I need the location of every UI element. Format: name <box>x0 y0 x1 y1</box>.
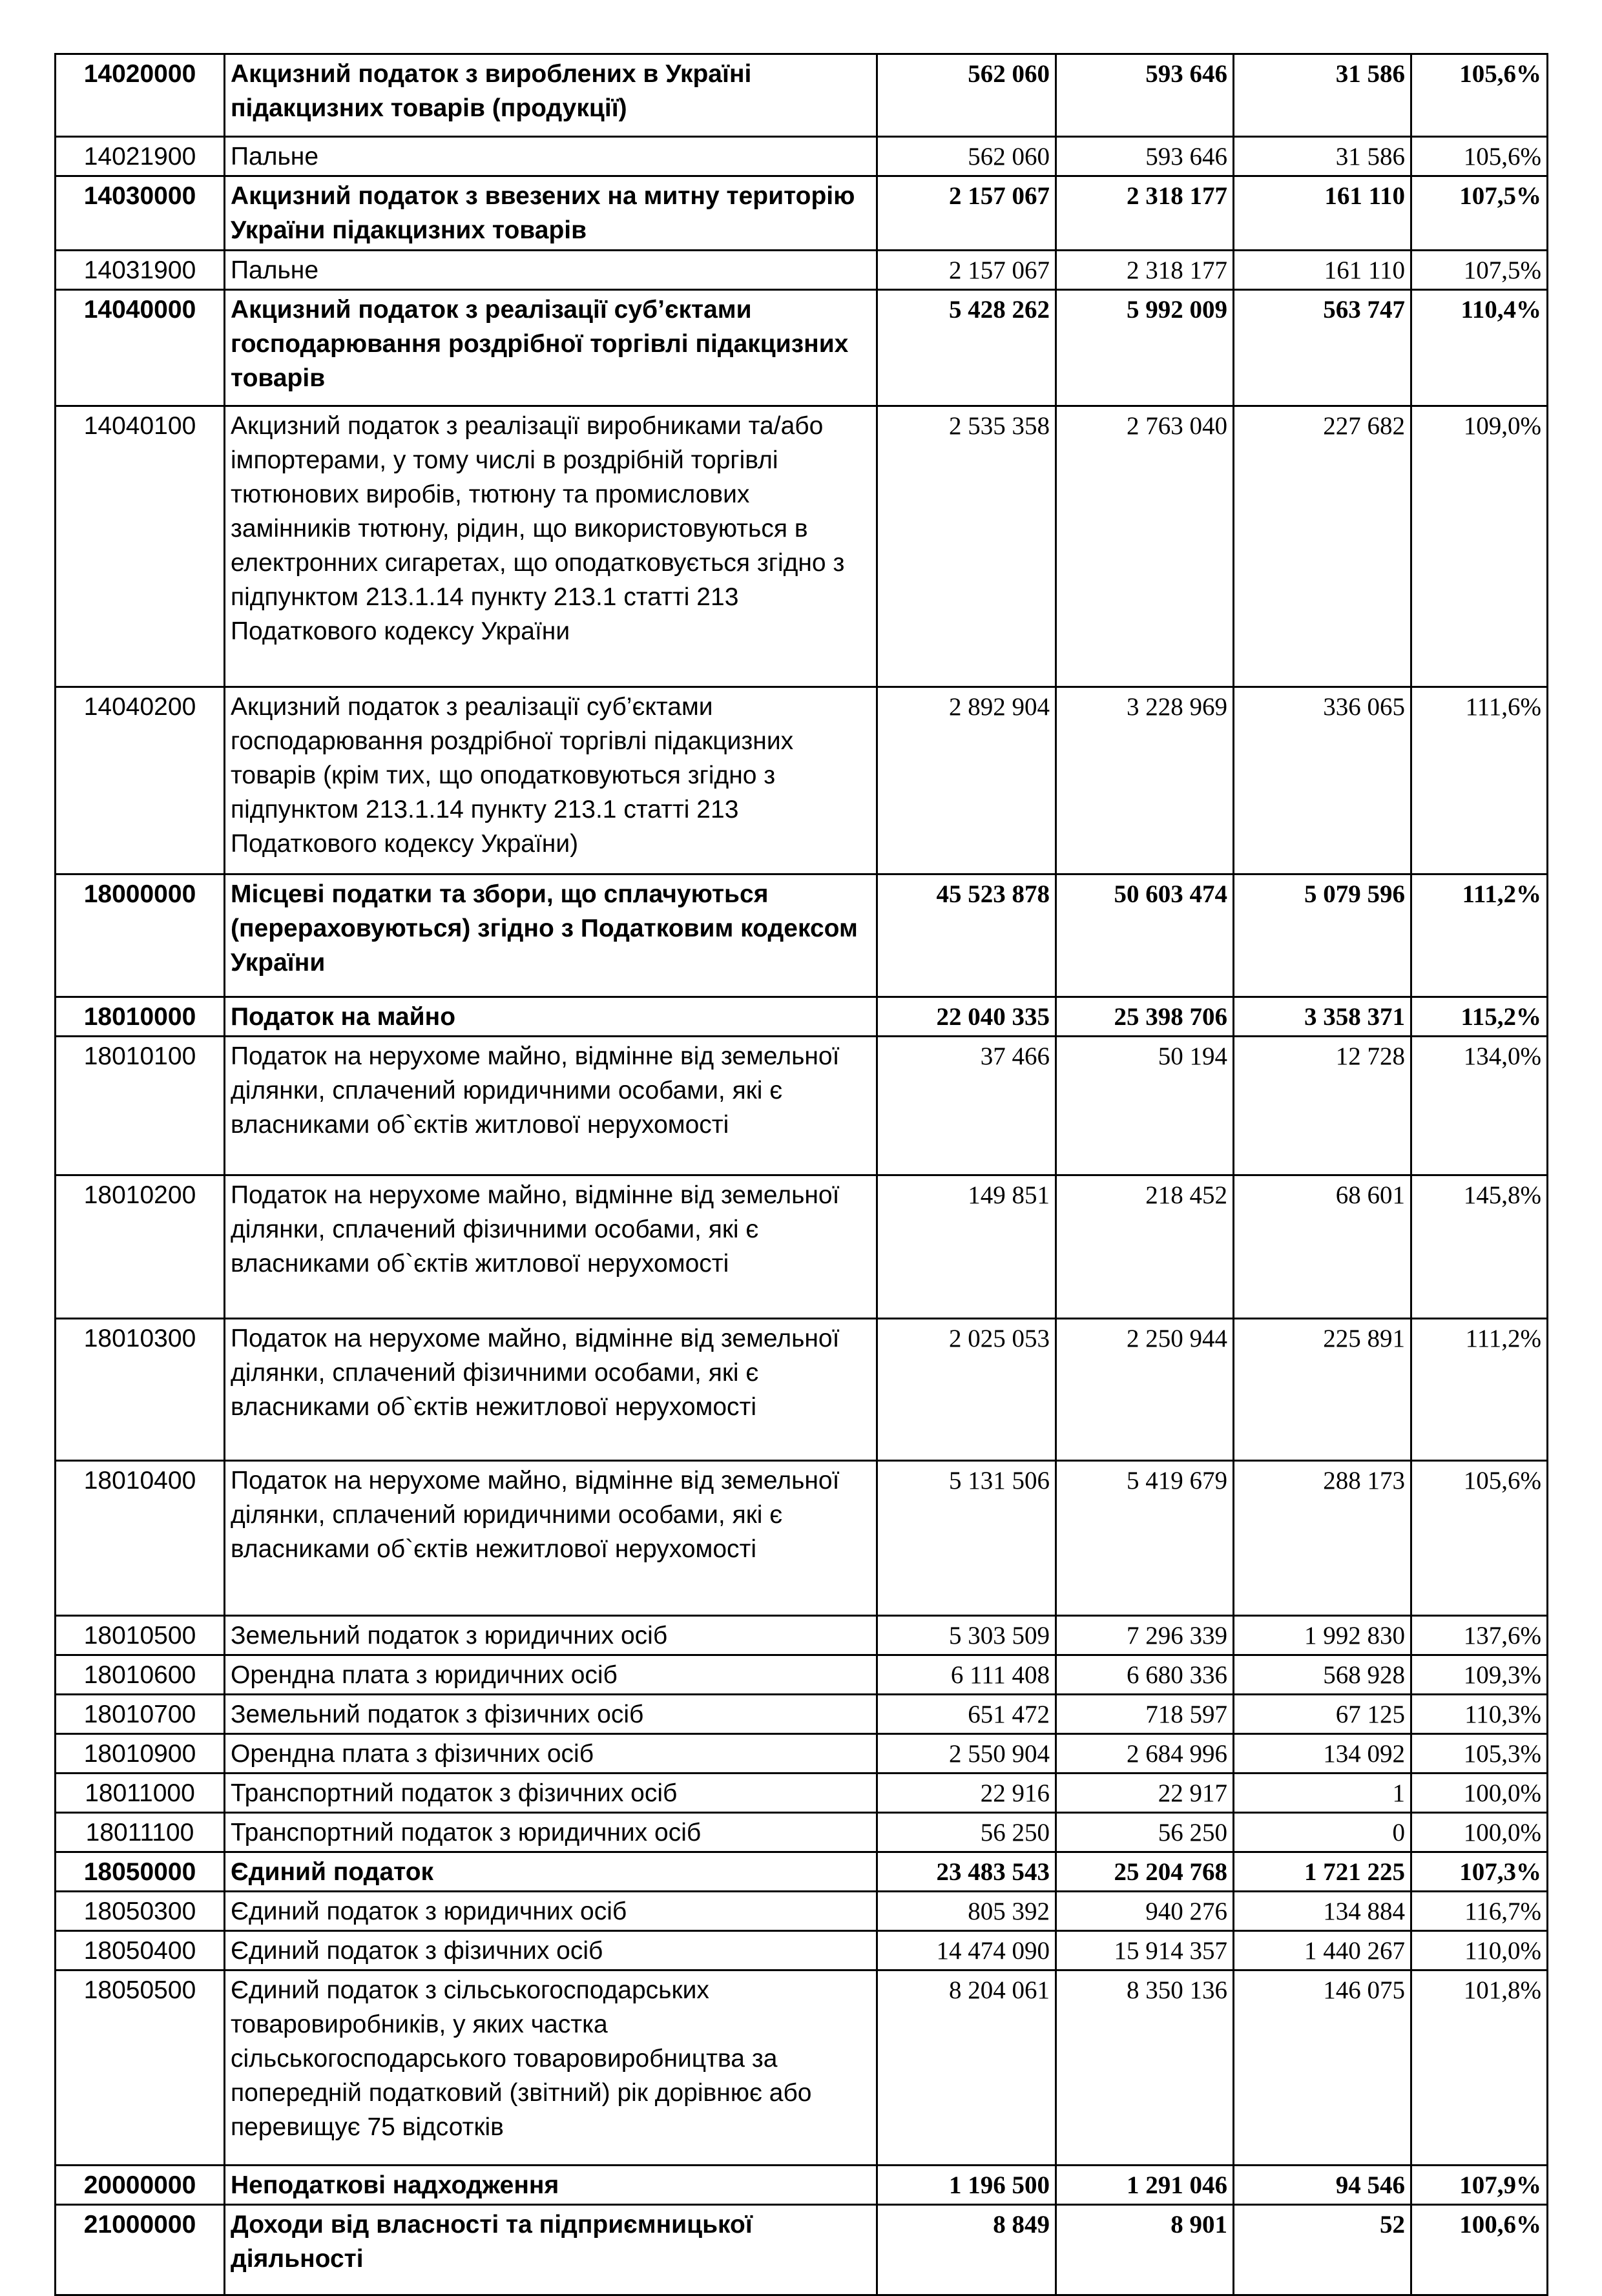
plan-value-cell: 8 849 <box>877 2205 1056 2295</box>
actual-value-cell: 1 291 046 <box>1056 2166 1234 2205</box>
percent-cell: 107,5% <box>1411 176 1548 251</box>
actual-value-cell: 2 250 944 <box>1056 1319 1234 1461</box>
budget-code-cell: 21000000 <box>56 2205 225 2295</box>
table-row <box>56 1813 1548 1852</box>
plan-value-cell: 562 060 <box>877 54 1056 137</box>
table-row <box>56 176 1548 251</box>
budget-code-cell: 14040100 <box>56 406 225 687</box>
percent-cell: 111,2% <box>1411 874 1548 997</box>
percent-cell: 109,0% <box>1411 406 1548 687</box>
plan-value-cell: 14 474 090 <box>877 1931 1056 1970</box>
actual-value-cell: 940 276 <box>1056 1892 1234 1931</box>
table-row <box>56 1319 1548 1461</box>
plan-value-cell: 5 131 506 <box>877 1461 1056 1616</box>
actual-value-cell: 50 603 474 <box>1056 874 1234 997</box>
revenue-name-cell: Податок на майно <box>225 997 877 1037</box>
revenue-name-cell: Орендна плата з фізичних осіб <box>225 1734 877 1774</box>
percent-cell: 100,6% <box>1411 2205 1548 2295</box>
revenue-name-cell: Неподаткові надходження <box>225 2166 877 2205</box>
revenue-name-cell: Пальне <box>225 251 877 290</box>
revenue-name-cell: Акцизний податок з реалізації суб’єктами господарювання роздрібної торгівлі підакцизних товарів (крім тих, що оподатковуються згідно з підпунктом 213.1.14 пункту 213.1 статті 213 Податкового кодексу України) <box>225 687 877 874</box>
actual-value-cell: 25 204 768 <box>1056 1852 1234 1892</box>
deviation-value-cell: 3 358 371 <box>1234 997 1411 1037</box>
budget-code-cell: 18010000 <box>56 997 225 1037</box>
actual-value-cell: 3 228 969 <box>1056 687 1234 874</box>
revenue-name-cell: Єдиний податок <box>225 1852 877 1892</box>
table-row <box>56 874 1548 997</box>
plan-value-cell: 22 916 <box>877 1774 1056 1813</box>
plan-value-cell: 8 204 061 <box>877 1970 1056 2166</box>
table-body <box>56 54 1548 2295</box>
revenue-name-cell: Транспортний податок з фізичних осіб <box>225 1774 877 1813</box>
deviation-value-cell: 336 065 <box>1234 687 1411 874</box>
plan-value-cell: 2 157 067 <box>877 251 1056 290</box>
table-row <box>56 290 1548 406</box>
revenue-name-cell: Податок на нерухоме майно, відмінне від земельної ділянки, сплачений фізичними особами, які є власниками об`єктів нежитлової нерухомості <box>225 1319 877 1461</box>
revenue-name-cell: Орендна плата з юридичних осіб <box>225 1655 877 1695</box>
table-row <box>56 137 1548 176</box>
deviation-value-cell: 5 079 596 <box>1234 874 1411 997</box>
deviation-value-cell: 31 586 <box>1234 137 1411 176</box>
budget-code-cell: 14020000 <box>56 54 225 137</box>
budget-code-cell: 18011000 <box>56 1774 225 1813</box>
deviation-value-cell: 1 721 225 <box>1234 1852 1411 1892</box>
plan-value-cell: 2 157 067 <box>877 176 1056 251</box>
revenue-name-cell: Податок на нерухоме майно, відмінне від земельної ділянки, сплачений фізичними особами, які є власниками об`єктів житлової нерухомості <box>225 1175 877 1319</box>
actual-value-cell: 2 318 177 <box>1056 176 1234 251</box>
plan-value-cell: 6 111 408 <box>877 1655 1056 1695</box>
deviation-value-cell: 12 728 <box>1234 1037 1411 1175</box>
plan-value-cell: 2 025 053 <box>877 1319 1056 1461</box>
deviation-value-cell: 563 747 <box>1234 290 1411 406</box>
percent-cell: 105,6% <box>1411 137 1548 176</box>
actual-value-cell: 593 646 <box>1056 54 1234 137</box>
budget-code-cell: 20000000 <box>56 2166 225 2205</box>
plan-value-cell: 5 303 509 <box>877 1616 1056 1655</box>
plan-value-cell: 2 535 358 <box>877 406 1056 687</box>
deviation-value-cell: 1 440 267 <box>1234 1931 1411 1970</box>
table-row <box>56 687 1548 874</box>
table-row <box>56 1892 1548 1931</box>
table-row <box>56 1774 1548 1813</box>
plan-value-cell: 2 892 904 <box>877 687 1056 874</box>
actual-value-cell: 8 350 136 <box>1056 1970 1234 2166</box>
plan-value-cell: 651 472 <box>877 1695 1056 1734</box>
table-row <box>56 1616 1548 1655</box>
percent-cell: 111,6% <box>1411 687 1548 874</box>
deviation-value-cell: 1 992 830 <box>1234 1616 1411 1655</box>
budget-code-cell: 18000000 <box>56 874 225 997</box>
table-row <box>56 997 1548 1037</box>
percent-cell: 134,0% <box>1411 1037 1548 1175</box>
percent-cell: 100,0% <box>1411 1774 1548 1813</box>
actual-value-cell: 7 296 339 <box>1056 1616 1234 1655</box>
revenue-name-cell: Єдиний податок з сільськогосподарських товаровиробників, у яких частка сільськогосподарського товаровиробництва за попередній податковий (звітний) рік дорівнює або перевищує 75 відсотків <box>225 1970 877 2166</box>
revenue-name-cell: Земельний податок з фізичних осіб <box>225 1695 877 1734</box>
plan-value-cell: 22 040 335 <box>877 997 1056 1037</box>
deviation-value-cell: 134 092 <box>1234 1734 1411 1774</box>
revenue-name-cell: Акцизний податок з вироблених в Україні підакцизних товарів (продукції) <box>225 54 877 137</box>
revenue-name-cell: Акцизний податок з реалізації виробниками та/або імпортерами, у тому числі в роздрібній торгівлі тютюнових виробів, тютюну та промислових замінників тютюну, рідин, що використовуються в електронних сигаретах, що оподатковується згідно з підпунктом 213.1.14 пункту 213.1 статті 213 Податкового кодексу України <box>225 406 877 687</box>
deviation-value-cell: 161 110 <box>1234 251 1411 290</box>
budget-code-cell: 14031900 <box>56 251 225 290</box>
plan-value-cell: 1 196 500 <box>877 2166 1056 2205</box>
budget-code-cell: 18050500 <box>56 1970 225 2166</box>
actual-value-cell: 56 250 <box>1056 1813 1234 1852</box>
deviation-value-cell: 0 <box>1234 1813 1411 1852</box>
actual-value-cell: 25 398 706 <box>1056 997 1234 1037</box>
plan-value-cell: 2 550 904 <box>877 1734 1056 1774</box>
budget-code-cell: 18010900 <box>56 1734 225 1774</box>
percent-cell: 110,0% <box>1411 1931 1548 1970</box>
plan-value-cell: 37 466 <box>877 1037 1056 1175</box>
percent-cell: 145,8% <box>1411 1175 1548 1319</box>
revenue-name-cell: Земельний податок з юридичних осіб <box>225 1616 877 1655</box>
budget-code-cell: 18010700 <box>56 1695 225 1734</box>
deviation-value-cell: 134 884 <box>1234 1892 1411 1931</box>
actual-value-cell: 2 684 996 <box>1056 1734 1234 1774</box>
budget-code-cell: 18011100 <box>56 1813 225 1852</box>
revenue-name-cell: Акцизний податок з реалізації суб’єктами господарювання роздрібної торгівлі підакцизних товарів <box>225 290 877 406</box>
percent-cell: 105,3% <box>1411 1734 1548 1774</box>
deviation-value-cell: 68 601 <box>1234 1175 1411 1319</box>
table-row <box>56 54 1548 137</box>
budget-code-cell: 18010400 <box>56 1461 225 1616</box>
revenue-name-cell: Місцеві податки та збори, що сплачуються (перераховуються) згідно з Податковим кодексом України <box>225 874 877 997</box>
table-row <box>56 251 1548 290</box>
deviation-value-cell: 31 586 <box>1234 54 1411 137</box>
percent-cell: 107,3% <box>1411 1852 1548 1892</box>
budget-code-cell: 14030000 <box>56 176 225 251</box>
deviation-value-cell: 288 173 <box>1234 1461 1411 1616</box>
revenue-name-cell: Транспортний податок з юридичних осіб <box>225 1813 877 1852</box>
actual-value-cell: 8 901 <box>1056 2205 1234 2295</box>
actual-value-cell: 15 914 357 <box>1056 1931 1234 1970</box>
table-row <box>56 1655 1548 1695</box>
deviation-value-cell: 52 <box>1234 2205 1411 2295</box>
table-row <box>56 1175 1548 1319</box>
revenue-name-cell: Акцизний податок з ввезених на митну територію України підакцизних товарів <box>225 176 877 251</box>
actual-value-cell: 218 452 <box>1056 1175 1234 1319</box>
revenue-name-cell: Доходи від власності та підприємницької діяльності <box>225 2205 877 2295</box>
budget-code-cell: 18050400 <box>56 1931 225 1970</box>
plan-value-cell: 5 428 262 <box>877 290 1056 406</box>
plan-value-cell: 56 250 <box>877 1813 1056 1852</box>
budget-code-cell: 14040200 <box>56 687 225 874</box>
budget-code-cell: 18010300 <box>56 1319 225 1461</box>
budget-code-cell: 18010100 <box>56 1037 225 1175</box>
percent-cell: 105,6% <box>1411 54 1548 137</box>
deviation-value-cell: 225 891 <box>1234 1319 1411 1461</box>
budget-code-cell: 18010200 <box>56 1175 225 1319</box>
deviation-value-cell: 161 110 <box>1234 176 1411 251</box>
revenue-name-cell: Єдиний податок з фізичних осіб <box>225 1931 877 1970</box>
percent-cell: 101,8% <box>1411 1970 1548 2166</box>
table-row <box>56 1461 1548 1616</box>
deviation-value-cell: 146 075 <box>1234 1970 1411 2166</box>
percent-cell: 105,6% <box>1411 1461 1548 1616</box>
percent-cell: 110,3% <box>1411 1695 1548 1734</box>
deviation-value-cell: 94 546 <box>1234 2166 1411 2205</box>
table-row <box>56 1695 1548 1734</box>
actual-value-cell: 593 646 <box>1056 137 1234 176</box>
deviation-value-cell: 1 <box>1234 1774 1411 1813</box>
table-row <box>56 1970 1548 2166</box>
actual-value-cell: 2 318 177 <box>1056 251 1234 290</box>
budget-code-cell: 18050300 <box>56 1892 225 1931</box>
percent-cell: 100,0% <box>1411 1813 1548 1852</box>
plan-value-cell: 805 392 <box>877 1892 1056 1931</box>
percent-cell: 115,2% <box>1411 997 1548 1037</box>
plan-value-cell: 149 851 <box>877 1175 1056 1319</box>
revenue-name-cell: Пальне <box>225 137 877 176</box>
revenue-table <box>54 53 1548 2296</box>
percent-cell: 111,2% <box>1411 1319 1548 1461</box>
table-row <box>56 1734 1548 1774</box>
percent-cell: 109,3% <box>1411 1655 1548 1695</box>
table-row <box>56 1037 1548 1175</box>
budget-code-cell: 18050000 <box>56 1852 225 1892</box>
percent-cell: 137,6% <box>1411 1616 1548 1655</box>
deviation-value-cell: 568 928 <box>1234 1655 1411 1695</box>
actual-value-cell: 5 992 009 <box>1056 290 1234 406</box>
budget-code-cell: 18010500 <box>56 1616 225 1655</box>
budget-code-cell: 14021900 <box>56 137 225 176</box>
plan-value-cell: 23 483 543 <box>877 1852 1056 1892</box>
budget-code-cell: 18010600 <box>56 1655 225 1695</box>
table-row <box>56 2205 1548 2295</box>
deviation-value-cell: 227 682 <box>1234 406 1411 687</box>
revenue-name-cell: Податок на нерухоме майно, відмінне від земельної ділянки, сплачений юридичними особами, які є власниками об`єктів житлової нерухомості <box>225 1037 877 1175</box>
actual-value-cell: 718 597 <box>1056 1695 1234 1734</box>
percent-cell: 107,5% <box>1411 251 1548 290</box>
actual-value-cell: 5 419 679 <box>1056 1461 1234 1616</box>
percent-cell: 110,4% <box>1411 290 1548 406</box>
percent-cell: 107,9% <box>1411 2166 1548 2205</box>
revenue-name-cell: Податок на нерухоме майно, відмінне від земельної ділянки, сплачений юридичними особами, які є власниками об`єктів нежитлової нерухомості <box>225 1461 877 1616</box>
document-page <box>54 53 1546 2296</box>
budget-code-cell: 14040000 <box>56 290 225 406</box>
actual-value-cell: 6 680 336 <box>1056 1655 1234 1695</box>
actual-value-cell: 50 194 <box>1056 1037 1234 1175</box>
table-row <box>56 1931 1548 1970</box>
table-row <box>56 2166 1548 2205</box>
percent-cell: 116,7% <box>1411 1892 1548 1931</box>
actual-value-cell: 22 917 <box>1056 1774 1234 1813</box>
actual-value-cell: 2 763 040 <box>1056 406 1234 687</box>
revenue-name-cell: Єдиний податок з юридичних осіб <box>225 1892 877 1931</box>
plan-value-cell: 45 523 878 <box>877 874 1056 997</box>
plan-value-cell: 562 060 <box>877 137 1056 176</box>
table-row <box>56 406 1548 687</box>
table-row <box>56 1852 1548 1892</box>
deviation-value-cell: 67 125 <box>1234 1695 1411 1734</box>
